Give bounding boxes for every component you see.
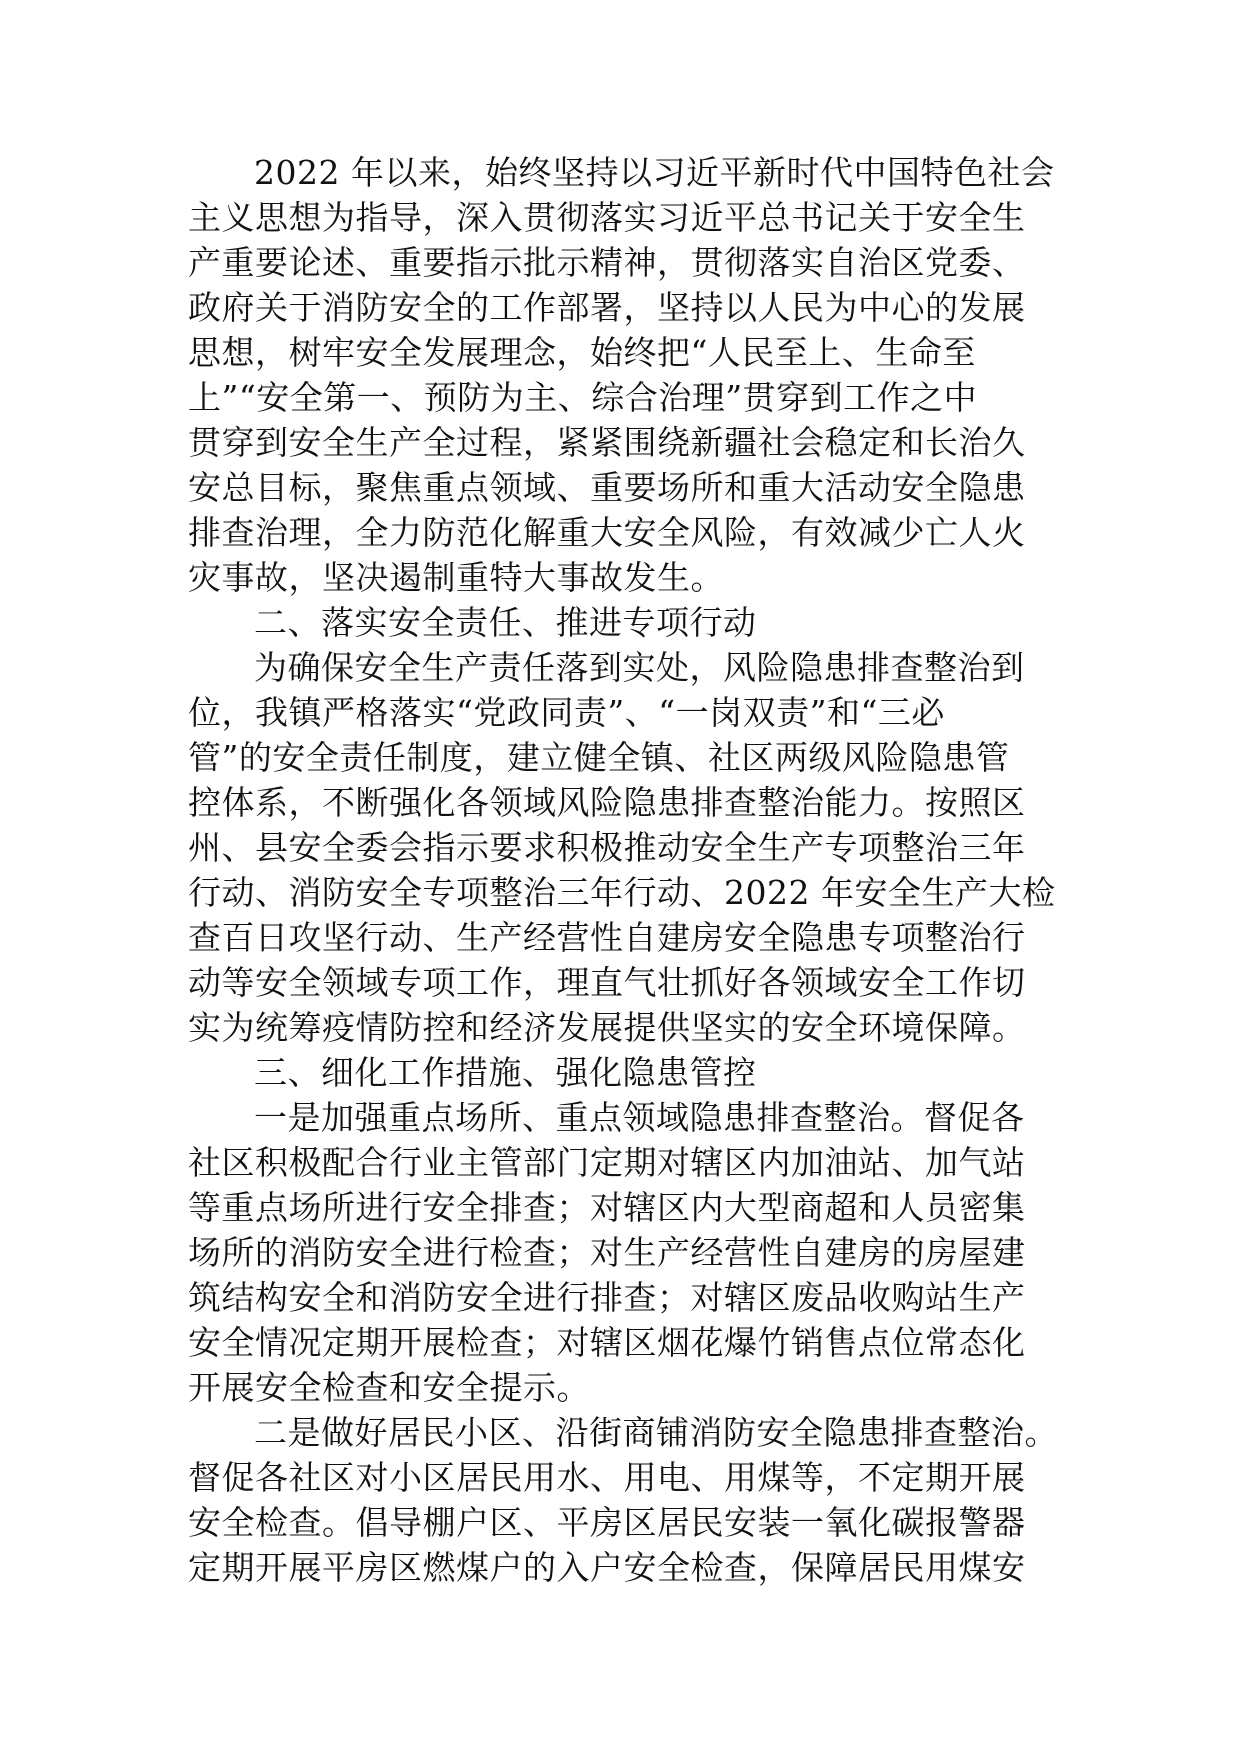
text-line: 2022 年以来，始终坚持以习近平新时代中国特色社会 — [254, 153, 1055, 192]
paragraph-responsibility — [188, 645, 1068, 1050]
text-line: 产重要论述、重要指示批示精神，贯彻落实自治区党委、 — [188, 243, 1026, 282]
text-line: 上”“安全第一、预防为主、综合治理”贯穿到工作之中 — [188, 378, 978, 417]
paragraph-key-sites — [188, 1095, 1068, 1410]
text-line: 安总目标，聚焦重点领域、重要场所和重大活动安全隐患 — [188, 468, 1026, 507]
text-line: 位，我镇严格落实“党政同责”、“一岗双责”和“三必 — [188, 693, 945, 732]
paragraph-residential — [188, 1410, 1068, 1590]
text-line: 查百日攻坚行动、生产经营性自建房安全隐患专项整治行 — [188, 918, 1026, 957]
text-line: 实为统筹疫情防控和经济发展提供坚实的安全环境保障。 — [188, 1008, 1026, 1047]
text-line: 等重点场所进行安全排查；对辖区内大型商超和人员密集 — [188, 1188, 1026, 1227]
paragraph-intro — [188, 150, 1068, 600]
text-line: 管”的安全责任制度，建立健全镇、社区两级风险隐患管 — [188, 738, 1010, 777]
text-line: 安全检查。倡导棚户区、平房区居民安装一氧化碳报警器 — [188, 1503, 1026, 1542]
text-line: 灾事故，坚决遏制重特大事故发生。 — [188, 558, 724, 597]
text-line: 筑结构安全和消防安全进行排查；对辖区废品收购站生产 — [188, 1278, 1026, 1317]
text-line: 督促各社区对小区居民用水、用电、用煤等，不定期开展 — [188, 1458, 1026, 1497]
section-heading-3: 三、细化工作措施、强化隐患管控 — [254, 1053, 757, 1092]
text-line: 州、县安全委会指示要求积极推动安全生产专项整治三年 — [188, 828, 1026, 867]
text-line: 控体系，不断强化各领域风险隐患排查整治能力。按照区 — [188, 783, 1026, 822]
text-line: 思想，树牢安全发展理念，始终把“人民至上、生命至 — [188, 333, 976, 372]
text-line: 定期开展平房区燃煤户的入户安全检查，保障居民用煤安 — [188, 1548, 1026, 1587]
text-line: 行动、消防安全专项整治三年行动、2022 年安全生产大检 — [188, 873, 1056, 912]
text-line: 一是加强重点场所、重点领域隐患排查整治。督促各 — [254, 1098, 1025, 1137]
section-heading-2: 二、落实安全责任、推进专项行动 — [254, 603, 757, 642]
text-line: 为确保安全生产责任落到实处，风险隐患排查整治到 — [254, 648, 1025, 687]
text-line: 动等安全领域专项工作，理直气壮抓好各领域安全工作切 — [188, 963, 1026, 1002]
text-line: 主义思想为指导，深入贯彻落实习近平总书记关于安全生 — [188, 198, 1026, 237]
text-line: 安全情况定期开展检查；对辖区烟花爆竹销售点位常态化 — [188, 1323, 1026, 1362]
text-line: 开展安全检查和安全提示。 — [188, 1368, 590, 1407]
text-line: 贯穿到安全生产全过程，紧紧围绕新疆社会稳定和长治久 — [188, 423, 1026, 462]
text-line: 场所的消防安全进行检查；对生产经营性自建房的房屋建 — [188, 1233, 1026, 1272]
text-line: 二是做好居民小区、沿街商铺消防安全隐患排查整治。 — [254, 1413, 1058, 1452]
text-line: 政府关于消防安全的工作部署，坚持以人民为中心的发展 — [188, 288, 1026, 327]
text-line: 社区积极配合行业主管部门定期对辖区内加油站、加气站 — [188, 1143, 1026, 1182]
text-line: 排查治理，全力防范化解重大安全风险，有效减少亡人火 — [188, 513, 1026, 552]
document-body — [188, 150, 1068, 1590]
